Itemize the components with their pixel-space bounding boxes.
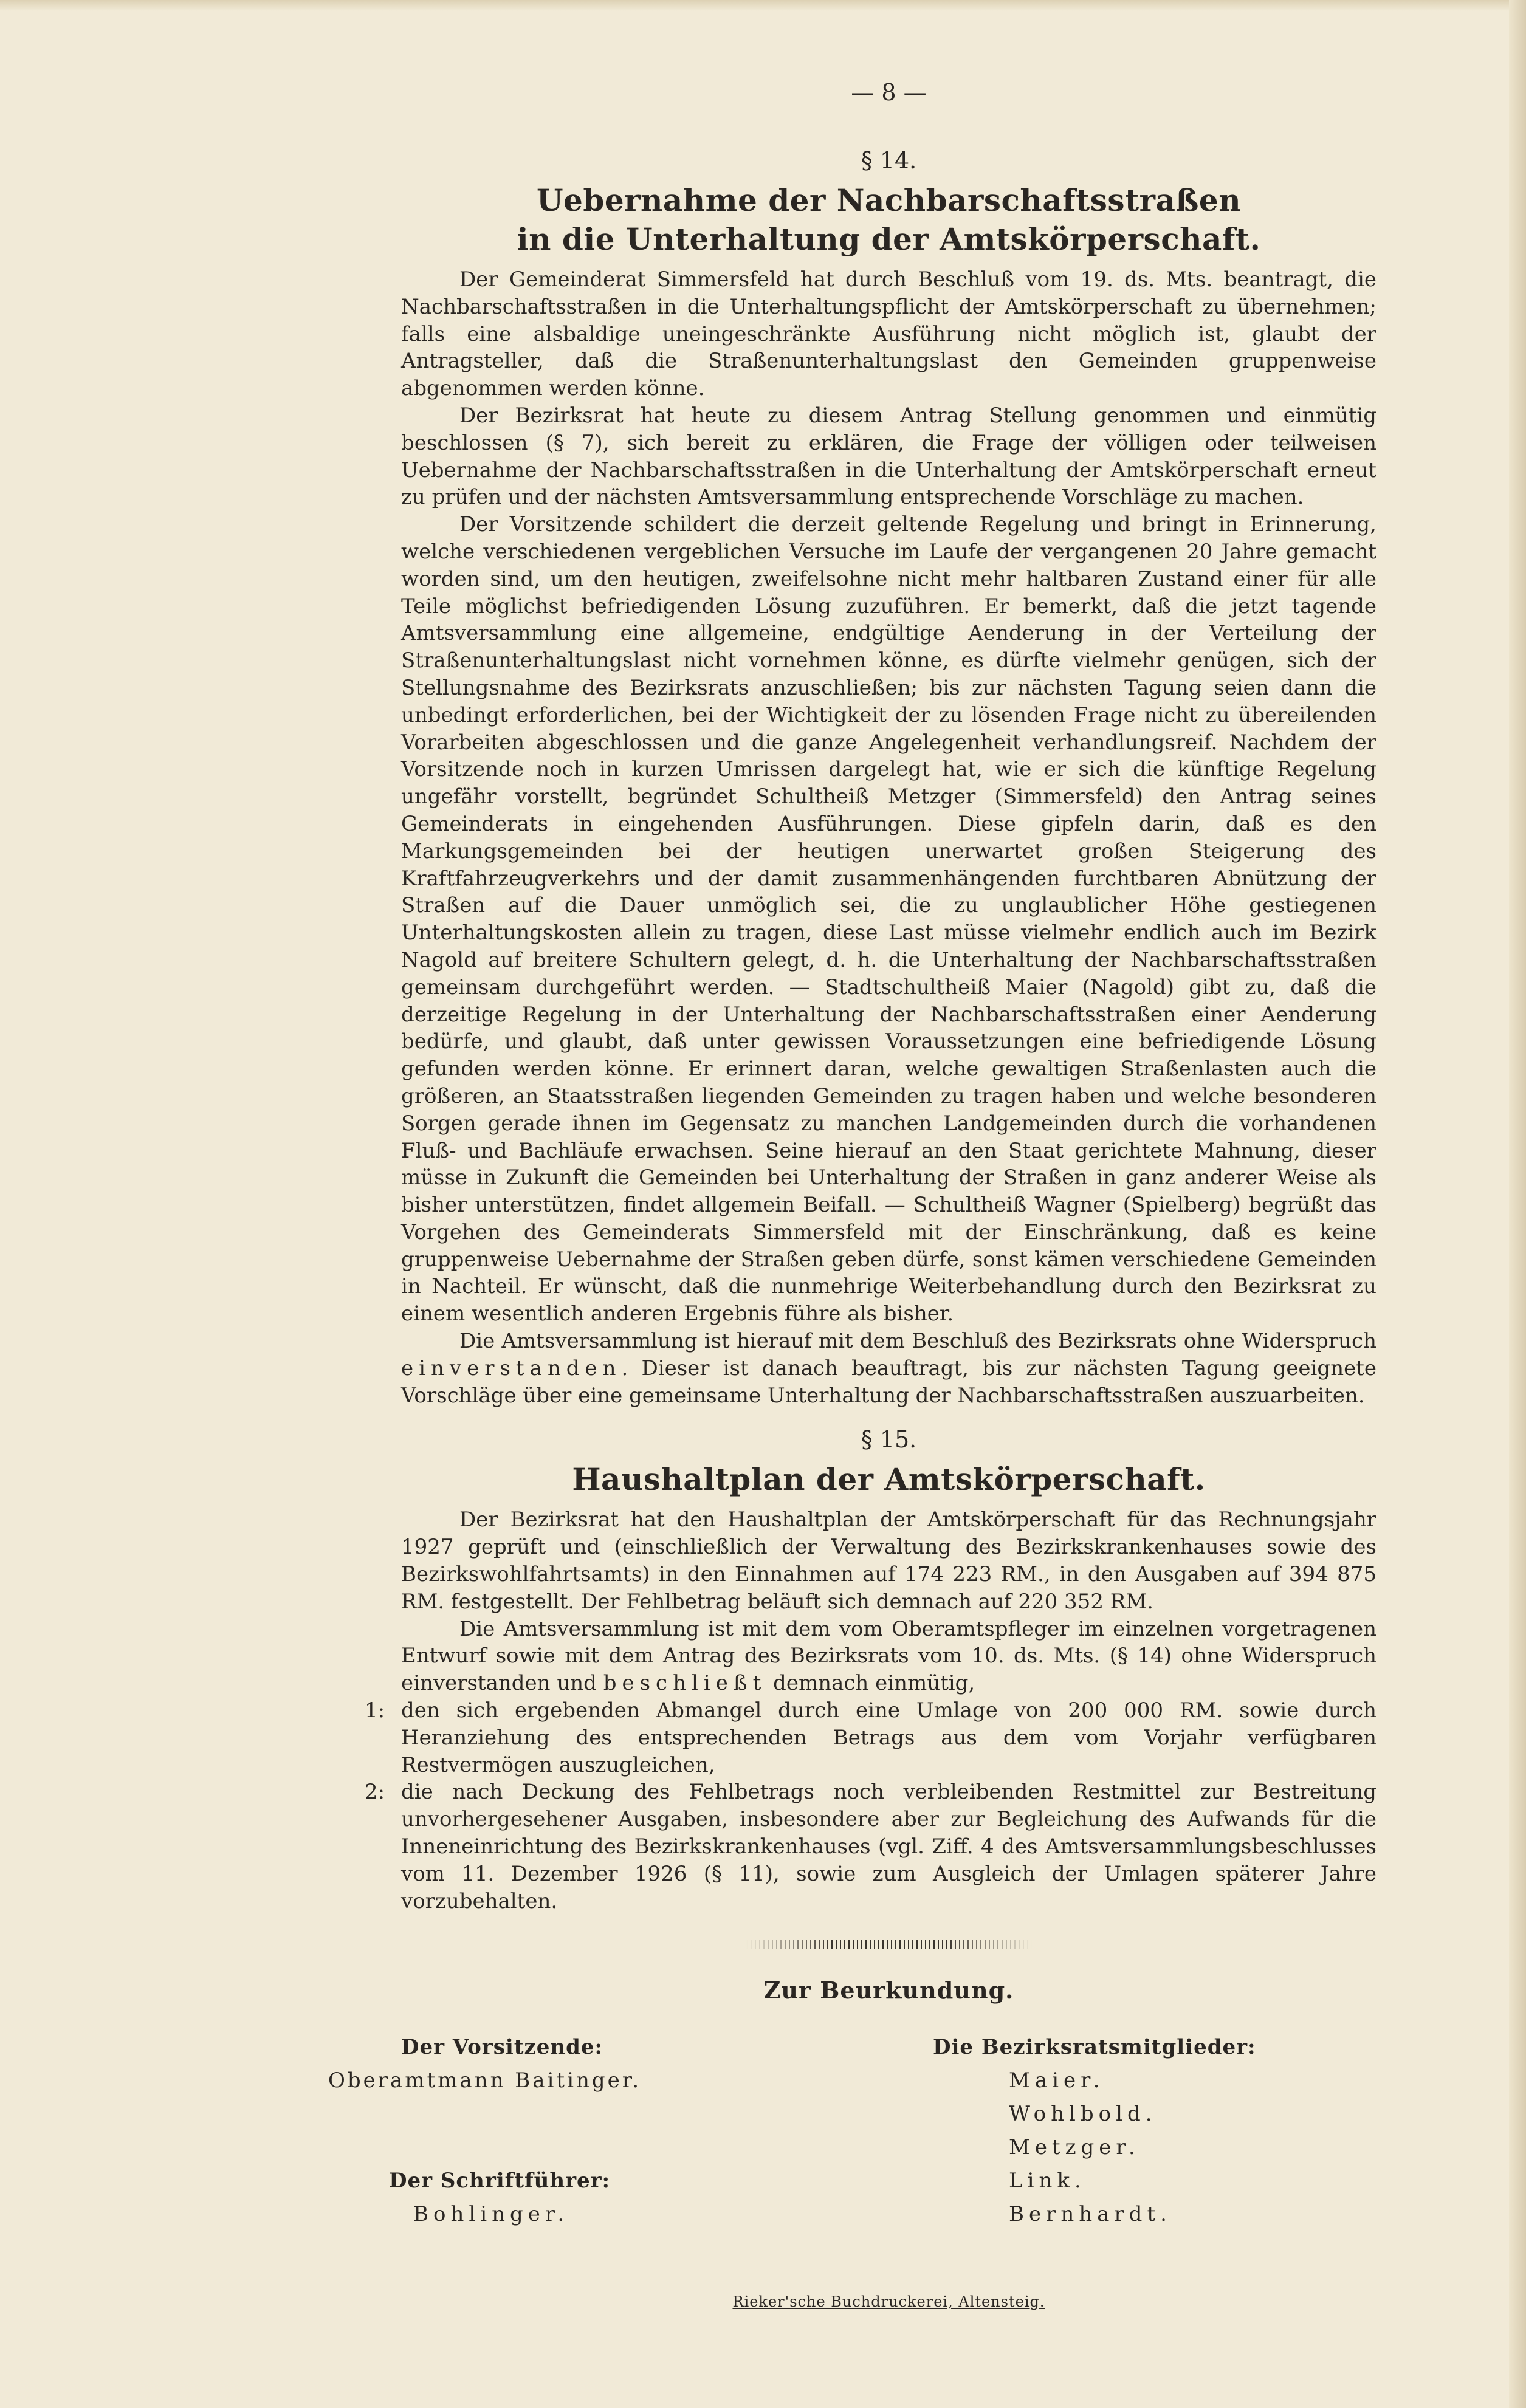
- section-14-p4-before: Die Amtsversammlung ist hierauf mit dem Beschluß des Bezirksrats ohne Widerspruch: [459, 1329, 1376, 1354]
- certification-title: Zur Beurkundung.: [763, 1977, 1014, 2005]
- list-item-number: 2:: [365, 1780, 385, 1805]
- page-top-strip: [0, 0, 1526, 11]
- list-item: [365, 1779, 1376, 1915]
- section-15-title: Haushaltplan der Amtskörperschaft.: [572, 1461, 1206, 1498]
- section-14-paragraph-1: Der Gemeinderat Simmersfeld hat durch Beschluß vom 19. ds. Mts. beantragt, die Nachbarschaftsstraßen in die Unterhaltungspflicht der Amtskörperschaft zu übernehmen; falls eine alsbaldige uneingeschränkte Ausführung nicht möglich ist, glaubt der Antragsteller, daß die Straßenunterhaltungslast den Gemeinden gruppenweise abgenommen werden könne.: [401, 267, 1376, 401]
- section-15-number: § 15.: [861, 1426, 917, 1453]
- members-heading: Die Bezirksratsmitglieder:: [933, 2035, 1256, 2060]
- member-name: Wohlbold.: [1009, 2102, 1157, 2127]
- section-14-p4-after: . Dieser ist danach beauftragt, bis zur nächsten Tagung geeignete Vorschläge über eine gemeinsame Unterhaltung der Nachbarschaftsstraßen auszuarbeiten.: [401, 1356, 1376, 1408]
- section-14-number: § 14.: [861, 147, 917, 174]
- chair-heading: Der Vorsitzende:: [401, 2035, 603, 2060]
- signature-block: [328, 2032, 1376, 2238]
- section-15-p2-after: demnach einmütig,: [766, 1671, 975, 1696]
- ornamental-divider: [746, 1940, 1032, 1949]
- member-name: Maier.: [1009, 2068, 1105, 2093]
- section-14-heading: [401, 181, 1376, 259]
- section-15-paragraph-2: [401, 1616, 1376, 1697]
- section-14-title-line2: in die Unterhaltung der Amtskörperschaft.: [517, 221, 1261, 257]
- section-15-heading: [401, 1460, 1376, 1499]
- section-14-p4-spaced: einverstanden: [401, 1356, 622, 1381]
- list-item: [365, 1697, 1376, 1779]
- secretary-name: Bohlinger.: [413, 2202, 569, 2227]
- section-15-p2-before: Die Amtsversammlung ist mit dem vom Oberamtspfleger im einzelnen vorgetragenen Entwurf sowie mit dem Antrag des Bezirksrats vom 10. ds. Mts. (§ 14) ohne Widerspruch einverstanden und: [401, 1616, 1376, 1696]
- member-name: Bernhardt.: [1009, 2202, 1172, 2227]
- section-15-paragraph-1: Der Bezirksrat hat den Haushaltplan der Amtskörperschaft für das Rechnungsjahr 1927 geprüft und (einschließlich der Verwaltung des Bezirkskrankenhauses sowie des Bezirkswohlfahrtsamts) in den Einnahmen auf 174 223 RM., in den Ausgaben auf 394 875 RM. festgestellt. Der Fehlbetrag beläuft sich demnach auf 220 352 RM.: [401, 1508, 1376, 1614]
- section-14-paragraph-3: Der Vorsitzende schildert die derzeit geltende Regelung und bringt in Erinnerung, welche verschiedenen vergeblichen Versuche im Laufe der vergangenen 20 Jahre gemacht worden sind, um den heutigen, zweifelsohne nicht mehr haltbaren Zustand einer für alle Teile möglichst befriedigenden Lösung zuzuführen. Er bemerkt, daß die jetzt tagende Amtsversammlung eine allgemeine, endgültige Aenderung in der Verteilung der Straßenunterhaltungslast nicht vornehmen könne, es dürfte vielmehr genügen, sich der Stellungsnahme des Bezirksrats anzuschließen; bis zur nächsten Tagung seien dann die unbedingt erforderlichen, bei der Wichtigkeit der zu lösenden Frage nicht zu übereilenden Vorarbeiten abgeschlossen und die ganze Angelegenheit verhandlungsreif. Nachdem der Vorsitzende noch in kurzen Umrissen dargelegt hat, wie er sich die künftige Regelung ungefähr vorstellt, begründet Schultheiß Metzger (Simmersfeld) den Antrag seines Gemeinderats in eingehenden Ausführungen. Diese gipfeln darin, daß es den Markungsgemeinden bei der heutigen unerwartet großen Steigerung des Kraftfahrzeugverkehrs und der damit zusammenhängenden furchtbaren Abnützung der Straßen auf die Dauer unmöglich sei, die zu unglaublicher Höhe gestiegenen Unterhaltungskosten allein zu tragen, diese Last müsse vielmehr endlich auch im Bezirk Nagold auf breitere Schultern gelegt, d. h. die Unterhaltung der Nachbarschaftsstraßen gemeinsam durchgeführt werden. — Stadtschultheiß Maier (Nagold) gibt zu, daß die derzeitige Regelung in der Unterhaltung der Nachbarschaftsstraßen einer Aenderung bedürfe, und glaubt, daß unter gewissen Voraussetzungen eine befriedigende Lösung gefunden werden könne. Er erinnert daran, welche gewaltigen Straßenlasten auch die größeren, an Staatsstraßen liegenden Gemeinden zu tragen haben und welche besonderen Sorgen gerade ihnen im Gegensatz zu manchen Landgemeinden durch die vorhandenen Fluß- und Bachläufe erwachsen. Seine hierauf an den Staat gerichtete Mahnung, dieser müsse in Zukunft die Gemeinden bei Unterhaltung der Straßen in ganz anderer Weise als bisher unterstützen, findet allgemein Beifall. — Schultheiß Wagner (Spielberg) begrüßt das Vorgehen des Gemeinderats Simmersfeld mit der Einschränkung, daß es keine gruppenweise Uebernahme der Straßen geben dürfe, sonst kämen verschiedene Gemeinden in Nachteil. Er wünscht, daß die nunmehrige Weiterbehandlung durch den Bezirksrat zu einem wesentlich anderen Ergebnis führe als bisher.: [401, 512, 1376, 1326]
- chair-name: Oberamtmann Baitinger.: [328, 2068, 642, 2093]
- secretary-heading: Der Schriftführer:: [389, 2169, 611, 2194]
- printer-imprint: Rieker'sche Buchdruckerei, Altensteig.: [732, 2293, 1045, 2311]
- member-name: Metzger.: [1009, 2135, 1140, 2160]
- section-15-p2-spaced: beschließt: [603, 1671, 767, 1696]
- list-item-number: 1:: [365, 1698, 385, 1723]
- document-column: [328, 79, 1376, 2311]
- list-item-text: die nach Deckung des Fehlbetrags noch verbleibenden Restmittel zur Bestreitung unvorhergesehener Ausgaben, insbesondere aber zur Begleichung des Aufwands für die Inneneinrichtung des Bezirkskrankenhauses (vgl. Ziff. 4 des Amtsversammlungsbeschlusses vom 11. Dezember 1926 (§ 11), sowie zum Ausgleich der Umlagen späterer Jahre vorzubehalten.: [401, 1780, 1376, 1913]
- page-number: — 8 —: [851, 79, 927, 106]
- section-14-paragraph-4: [401, 1328, 1376, 1409]
- section-14-paragraph-2: Der Bezirksrat hat heute zu diesem Antrag Stellung genommen und einmütig beschlossen (§ 7), sich bereit zu erklären, die Frage der völligen oder teilweisen Uebernahme der Nachbarschaftsstraßen in die Unterhaltung der Amtskörperschaft erneut zu prüfen und der nächsten Amtsversammlung entsprechende Vorschläge zu machen.: [401, 403, 1376, 510]
- page-edge-shadow: [1509, 0, 1526, 2408]
- member-name: Link.: [1009, 2169, 1086, 2194]
- list-item-text: den sich ergebenden Abmangel durch eine Umlage von 200 000 RM. sowie durch Heranziehung des entsprechenden Betrags aus dem vom Vorjahr verfügbaren Restvermögen auszugleichen,: [401, 1698, 1376, 1777]
- resolution-list: [365, 1697, 1376, 1915]
- section-14-title-line1: Uebernahme der Nachbarschaftsstraßen: [536, 182, 1242, 218]
